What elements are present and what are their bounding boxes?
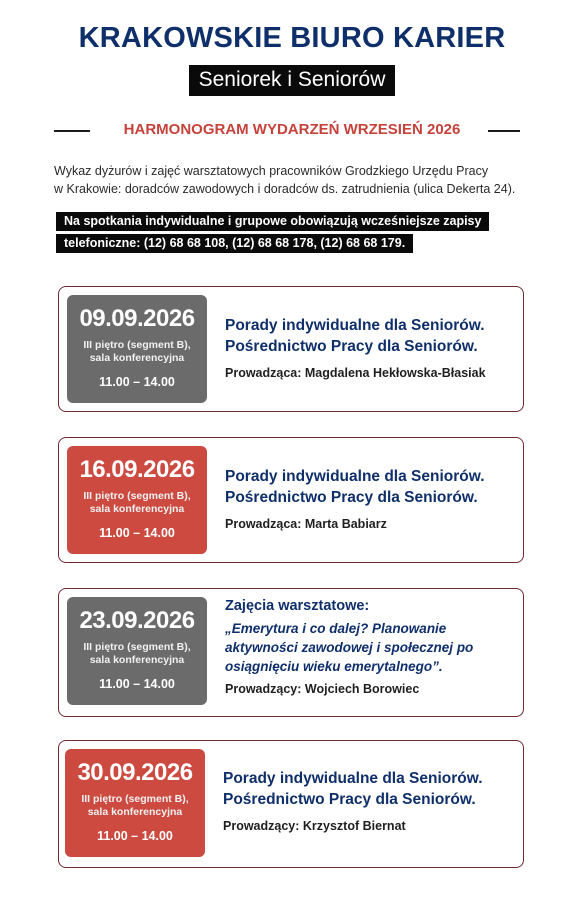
event-host: Prowadząca: Magdalena Hekłowska-Błasiak (225, 366, 486, 380)
event-title-line-2: Pośrednictwo Pracy dla Seniorów. (225, 489, 478, 506)
schedule-heading: HARMONOGRAM WYDARZEŃ WRZESIEŃ 2026 (123, 121, 461, 138)
event-details (225, 466, 513, 531)
event-date: 09.09.2026 (79, 305, 195, 332)
page-title: KRAKOWSKIE BIURO KARIER (78, 22, 506, 54)
event-title-line-1: Zajęcia warsztatowe: (225, 598, 370, 614)
event-room (67, 641, 207, 667)
event-details (223, 768, 513, 833)
event-room-line-1: III piętro (segment B), (83, 339, 191, 351)
page-subtitle: Seniorek i Seniorów (189, 65, 396, 96)
event-room (67, 490, 207, 516)
event-details (225, 315, 513, 380)
intro-line-1: Wykaz dyżurów i zajęć warsztatowych pracowników Grodzkiego Urzędu Pracy (54, 164, 489, 178)
event-time: 11.00 – 14.00 (99, 526, 175, 540)
event-room-line-2: sala konferencyjna (87, 806, 183, 818)
workshop-title-line-1: „Emerytura i co dalej? Planowanie (225, 621, 447, 636)
event-card (58, 286, 524, 412)
registration-notice-text: Na spotkania indywidualne i grupowe obowiązują wcześniejsze zapisy telefoniczne: (12) 68 68 108, (12) 68 68 178, (12) 68 68 179. (56, 212, 489, 253)
event-host: Prowadzący: Wojciech Borowiec (225, 682, 420, 696)
event-title-line-1: Porady indywidualne dla Seniorów. (225, 317, 485, 334)
event-host: Prowadzący: Krzysztof Biernat (223, 819, 406, 833)
event-date-box (67, 446, 207, 554)
event-host: Prowadząca: Marta Babiarz (225, 517, 387, 531)
registration-notice (56, 210, 489, 254)
event-details (225, 597, 513, 696)
event-room-line-1: III piętro (segment B), (83, 641, 191, 653)
event-room-line-1: III piętro (segment B), (83, 490, 191, 502)
event-card (58, 740, 524, 868)
event-room-line-1: III piętro (segment B), (81, 793, 189, 805)
event-title-line-1: Porady indywidualne dla Seniorów. (225, 468, 485, 485)
event-title-line-1: Porady indywidualne dla Seniorów. (223, 770, 483, 787)
event-date-box (67, 295, 207, 403)
heading-divider-left (54, 130, 90, 132)
event-time: 11.00 – 14.00 (99, 677, 175, 691)
event-date: 23.09.2026 (79, 607, 195, 634)
subtitle-banner (0, 65, 584, 96)
event-date-box (65, 749, 205, 857)
workshop-title-line-3: osiągnięciu wieku emerytalnego”. (225, 659, 443, 674)
event-room (67, 339, 207, 365)
event-title-line-2: Pośrednictwo Pracy dla Seniorów. (223, 791, 476, 808)
event-title-line-2: Pośrednictwo Pracy dla Seniorów. (225, 338, 478, 355)
event-time: 11.00 – 14.00 (97, 829, 173, 843)
event-date-box (67, 597, 207, 705)
event-date: 30.09.2026 (77, 759, 193, 786)
intro-text (54, 162, 544, 198)
intro-line-2: w Krakowie: doradców zawodowych i doradców ds. zatrudnienia (ulica Dekerta 24). (54, 182, 516, 196)
heading-divider-right (488, 130, 520, 132)
event-room (65, 793, 205, 819)
event-card (58, 588, 524, 717)
event-room-line-2: sala konferencyjna (89, 654, 185, 666)
event-card (58, 437, 524, 563)
event-date: 16.09.2026 (79, 456, 195, 483)
event-room-line-2: sala konferencyjna (89, 503, 185, 515)
event-room-line-2: sala konferencyjna (89, 352, 185, 364)
event-time: 11.00 – 14.00 (99, 375, 175, 389)
workshop-title-line-2: aktywności zawodowej i społecznej po (225, 640, 474, 655)
